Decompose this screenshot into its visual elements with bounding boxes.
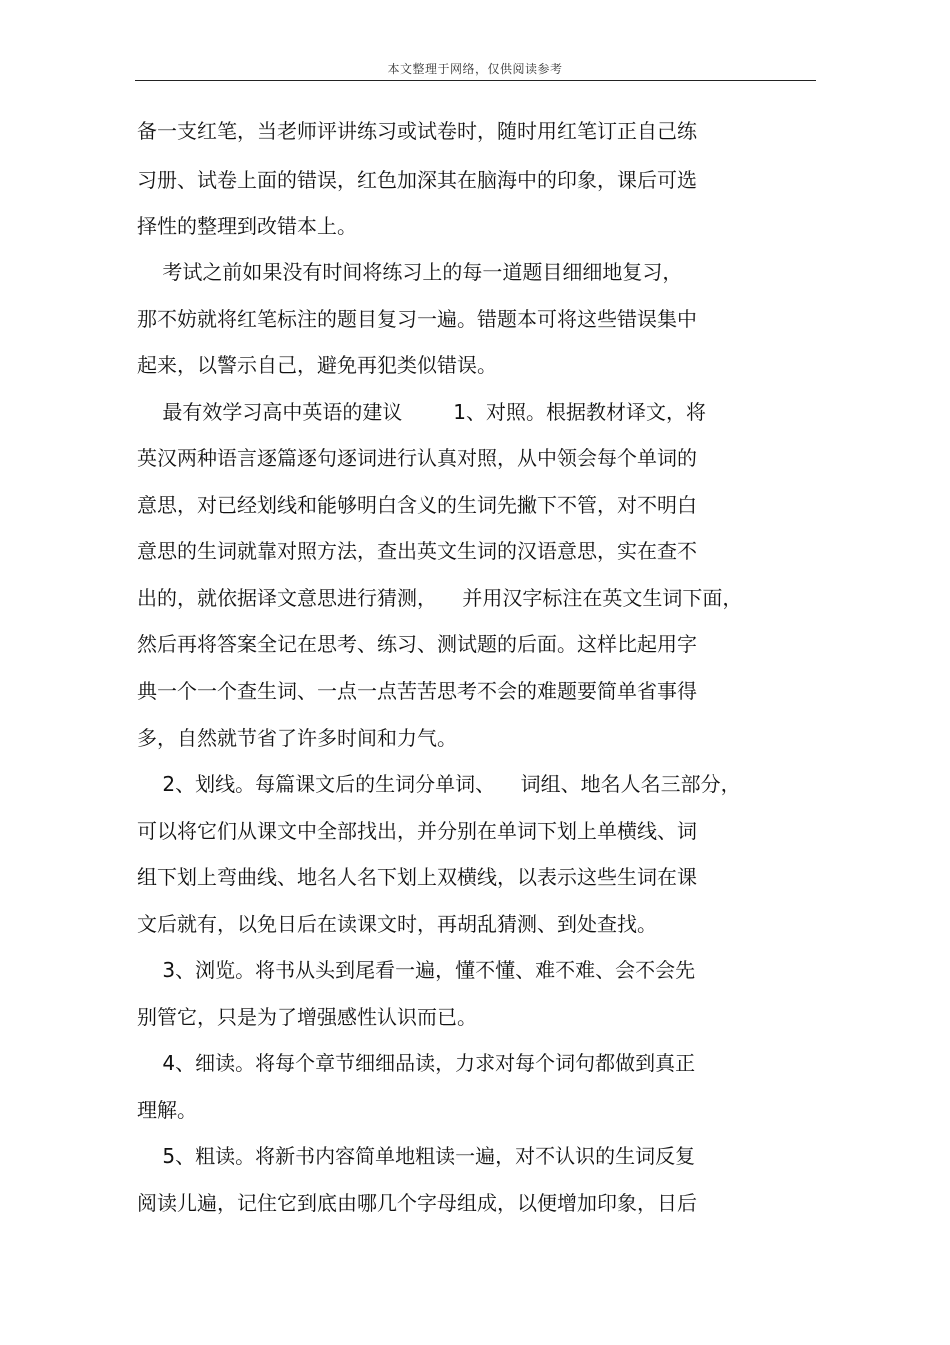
body-line: 习册、试卷上面的错误，红色加深其在脑海中的印象，课后可选	[137, 168, 697, 192]
body-line: 5、粗读。将新书内容简单地粗读一遍，对不认识的生词反复	[137, 1144, 696, 1168]
body-line: 英汉两种语言逐篇逐句逐词进行认真对照，从中领会每个单词的	[137, 446, 697, 470]
body-line: 3、浏览。将书从头到尾看一遍，懂不懂、难不难、会不会先	[137, 958, 696, 982]
body-line: 然后再将答案全记在思考、练习、测试题的后面。这样比起用字	[137, 632, 697, 656]
body-line: 4、细读。将每个章节细细品读，力求对每个词句都做到真正	[137, 1051, 696, 1075]
body-line: 多，自然就节省了许多时间和力气。	[137, 726, 457, 750]
body-line: 文后就有，以免日后在读课文时，再胡乱猜测、到处查找。	[137, 912, 657, 936]
body-line: 考试之前如果没有时间将练习上的每一道题目细细地复习，	[137, 260, 683, 284]
body-line: 阅读儿遍，记住它到底由哪几个字母组成，以便增加印象，日后	[137, 1191, 697, 1215]
body-line: 备一支红笔，当老师评讲练习或试卷时，随时用红笔订正自己练	[137, 119, 697, 143]
header-note: 本文整理于网络，仅供阅读参考	[387, 62, 563, 76]
body-line: 理解。	[137, 1098, 197, 1122]
body-line: 别管它，只是为了增强感性认识而已。	[137, 1005, 477, 1029]
body-line: 意思的生词就靠对照方法，查出英文生词的汉语意思，实在查不	[137, 539, 697, 563]
body-line: 可以将它们从课文中全部找出，并分别在单词下划上单横线、词	[137, 819, 697, 843]
body-line: 出的，就依据译文意思进行猜测， 并用汉字标注在英文生词下面，	[137, 586, 743, 610]
body-line: 择性的整理到改错本上。	[137, 214, 357, 238]
body-line: 典一个一个查生词、一点一点苦苦思考不会的难题要简单省事得	[137, 679, 697, 703]
body-line: 那不妨就将红笔标注的题目复习一遍。错题本可将这些错误集中	[137, 307, 697, 331]
body-line: 最有效学习高中英语的建议 1、对照。根据教材译文，将	[137, 400, 707, 424]
body-line: 意思，对已经划线和能够明白含义的生词先撇下不管，对不明白	[137, 493, 697, 517]
body-line: 组下划上弯曲线、地名人名下划上双横线，以表示这些生词在课	[137, 865, 697, 889]
body-line: 2、划线。每篇课文后的生词分单词、 词组、地名人名三部分，	[137, 772, 741, 796]
body-line: 起来，以警示自己，避免再犯类似错误。	[137, 353, 497, 377]
header-divider	[135, 80, 816, 81]
